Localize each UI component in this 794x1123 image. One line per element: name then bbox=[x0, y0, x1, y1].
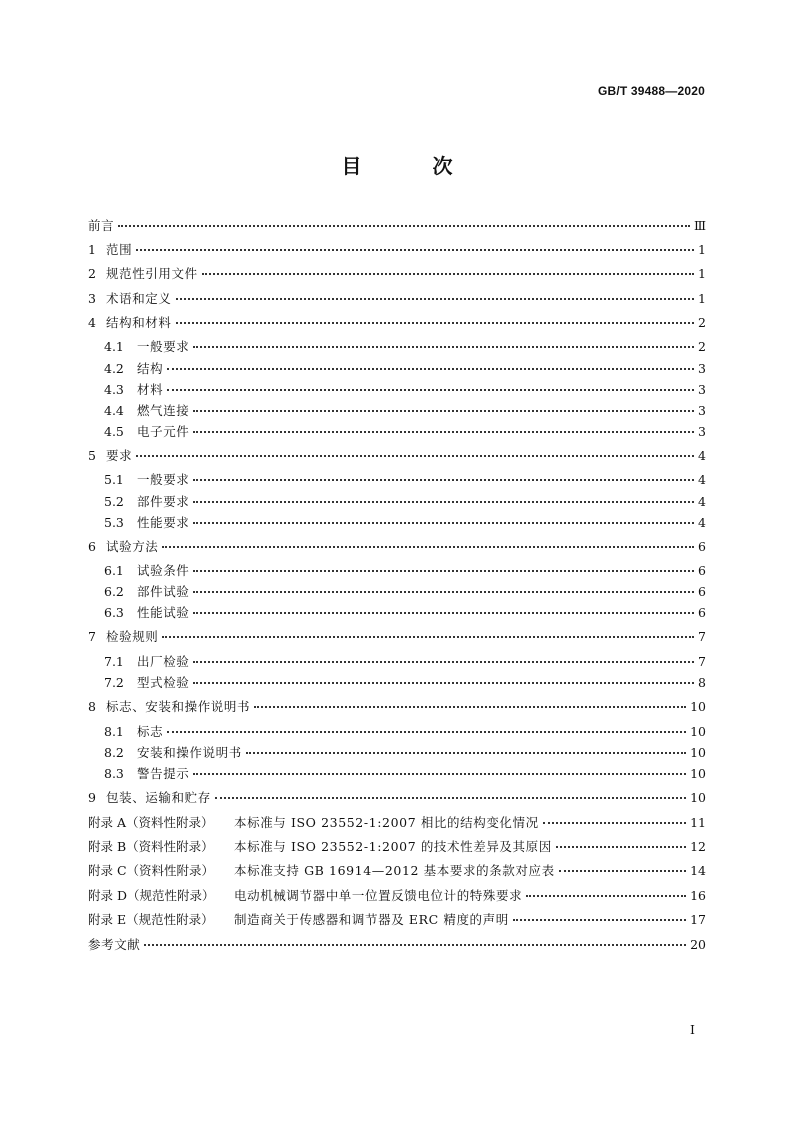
toc-leader-dots bbox=[193, 682, 694, 684]
toc-entry-page: 3 bbox=[698, 424, 706, 439]
toc-entry[interactable] bbox=[88, 861, 706, 881]
toc-entry-label: 一般要求 bbox=[137, 339, 190, 354]
toc-entry-number: 附录 C（资料性附录） bbox=[88, 863, 215, 878]
toc-entry-page: 4 bbox=[698, 515, 706, 530]
toc-entry-number: 5.3 bbox=[104, 515, 124, 530]
toc-entry-number: 3 bbox=[88, 291, 96, 306]
toc-leader-dots bbox=[193, 501, 694, 503]
toc-entry-label: 要求 bbox=[106, 448, 133, 463]
toc-entry-number: 4.4 bbox=[104, 403, 124, 418]
toc-leader-dots bbox=[176, 322, 694, 324]
toc-leader-dots bbox=[167, 731, 686, 733]
toc-leader-dots bbox=[193, 522, 694, 524]
toc-leader-dots bbox=[193, 591, 694, 593]
toc-entry-number: 9 bbox=[88, 790, 96, 805]
toc-leader-dots bbox=[193, 570, 694, 572]
toc-entry[interactable] bbox=[88, 537, 706, 557]
toc-entry-page: 3 bbox=[698, 361, 706, 376]
toc-entry-page: 4 bbox=[698, 472, 706, 487]
toc-entry-number: 5.2 bbox=[104, 494, 124, 509]
toc-entry-label: 包装、运输和贮存 bbox=[106, 790, 211, 805]
toc-entry[interactable] bbox=[88, 359, 706, 379]
toc-entry[interactable] bbox=[88, 289, 706, 309]
toc-entry[interactable] bbox=[88, 561, 706, 581]
toc-leader-dots bbox=[254, 706, 686, 708]
toc-leader-dots bbox=[162, 636, 694, 638]
toc-leader-dots bbox=[118, 225, 690, 227]
toc-entry-number: 4.5 bbox=[104, 424, 124, 439]
toc-entry-label: 标志 bbox=[137, 724, 164, 739]
toc-entry-label: 术语和定义 bbox=[106, 291, 172, 306]
toc-entry-page: 7 bbox=[698, 629, 706, 644]
toc-leader-dots bbox=[193, 612, 694, 614]
standard-number: GB/T 39488—2020 bbox=[597, 84, 705, 98]
toc-entry-page: 6 bbox=[698, 605, 706, 620]
toc-entry-page: 7 bbox=[698, 654, 706, 669]
toc-entry[interactable] bbox=[88, 813, 706, 833]
toc-entry-label: 电动机械调节器中单一位置反馈电位计的特殊要求 bbox=[234, 888, 523, 903]
toc-leader-dots bbox=[144, 944, 686, 946]
toc-entry-number: 7.2 bbox=[104, 675, 124, 690]
toc-entry[interactable] bbox=[88, 652, 706, 672]
toc-entry-label: 本标准支持 GB 16914—2012 基本要求的条款对应表 bbox=[234, 863, 555, 878]
toc-entry-label: 燃气连接 bbox=[137, 403, 190, 418]
toc-entry-label: 规范性引用文件 bbox=[106, 266, 198, 281]
toc-entry-label: 安装和操作说明书 bbox=[137, 745, 242, 760]
toc-entry[interactable] bbox=[88, 627, 706, 647]
toc-leader-dots bbox=[246, 752, 686, 754]
toc-entry-number: 7 bbox=[88, 629, 96, 644]
toc-leader-dots bbox=[193, 479, 694, 481]
toc-entry-number: 附录 B（资料性附录） bbox=[88, 839, 214, 854]
toc-entry-number: 7.1 bbox=[104, 654, 124, 669]
toc-entry-page: 12 bbox=[690, 839, 706, 854]
toc-entry[interactable] bbox=[88, 337, 706, 357]
toc-entry[interactable] bbox=[88, 764, 706, 784]
toc-entry[interactable] bbox=[88, 470, 706, 490]
toc-entry[interactable] bbox=[88, 422, 706, 442]
toc-entry-label: 性能试验 bbox=[137, 605, 190, 620]
toc-entry-number: 8.2 bbox=[104, 745, 124, 760]
toc-entry-page: 4 bbox=[698, 448, 706, 463]
toc-entry[interactable] bbox=[88, 886, 706, 906]
toc-leader-dots bbox=[193, 431, 694, 433]
toc-entry-page: 2 bbox=[698, 339, 706, 354]
toc-entry[interactable] bbox=[88, 673, 706, 693]
toc-entry-label: 前言 bbox=[88, 218, 115, 233]
toc-entry-number: 附录 A（资料性附录） bbox=[88, 815, 214, 830]
toc-leader-dots bbox=[193, 661, 694, 663]
toc-entry-page: 10 bbox=[690, 790, 706, 805]
toc-leader-dots bbox=[556, 846, 686, 848]
toc-entry-label: 参考文献 bbox=[88, 937, 141, 952]
toc-entry[interactable] bbox=[88, 446, 706, 466]
toc-entry-page: 4 bbox=[698, 494, 706, 509]
toc-entry-number: 4.1 bbox=[104, 339, 124, 354]
toc-entry-number: 4.3 bbox=[104, 382, 124, 397]
toc-entry-label: 结构 bbox=[137, 361, 164, 376]
toc-entry-page: 6 bbox=[698, 539, 706, 554]
toc-entry-page: 8 bbox=[698, 675, 706, 690]
toc-entry-label: 部件要求 bbox=[137, 494, 190, 509]
toc-entry-page: 14 bbox=[690, 863, 706, 878]
toc-leader-dots bbox=[193, 410, 694, 412]
toc-entry-label: 型式检验 bbox=[137, 675, 190, 690]
toc-entry-page: 17 bbox=[690, 912, 706, 927]
toc-entry-page: 10 bbox=[690, 745, 706, 760]
toc-entry[interactable] bbox=[88, 697, 706, 717]
toc-entry-page: 1 bbox=[698, 291, 706, 306]
toc-entry[interactable] bbox=[88, 401, 706, 421]
toc-entry-page: Ⅲ bbox=[693, 218, 706, 233]
toc-leader-dots bbox=[162, 546, 694, 548]
toc-entry[interactable] bbox=[88, 492, 706, 512]
toc-entry-label: 材料 bbox=[137, 382, 164, 397]
toc-leader-dots bbox=[559, 870, 686, 872]
toc-entry-number: 6.3 bbox=[104, 605, 124, 620]
toc-entry-label: 制造商关于传感器和调节器及 ERC 精度的声明 bbox=[234, 912, 509, 927]
toc-entry-number: 6.2 bbox=[104, 584, 124, 599]
toc-entry[interactable] bbox=[88, 582, 706, 602]
toc-entry-label: 一般要求 bbox=[137, 472, 190, 487]
toc-entry-label: 试验条件 bbox=[137, 563, 190, 578]
toc-entry-label: 结构和材料 bbox=[106, 315, 172, 330]
toc-entry[interactable] bbox=[88, 910, 706, 930]
toc-entry-page: 1 bbox=[698, 266, 706, 281]
toc-leader-dots bbox=[543, 822, 686, 824]
toc-entry[interactable] bbox=[88, 216, 706, 236]
toc-entry-page: 2 bbox=[698, 315, 706, 330]
toc-entry-page: 10 bbox=[690, 699, 706, 714]
toc-entry[interactable] bbox=[88, 313, 706, 333]
page-title: 目 次 bbox=[341, 154, 485, 178]
toc-entry-page: 3 bbox=[698, 403, 706, 418]
toc-entry[interactable] bbox=[88, 788, 706, 808]
toc-entry-page: 3 bbox=[698, 382, 706, 397]
toc-entry-number: 5.1 bbox=[104, 472, 124, 487]
toc-entry-label: 部件试验 bbox=[137, 584, 190, 599]
toc-entry-number: 6 bbox=[88, 539, 96, 554]
toc-entry[interactable] bbox=[88, 513, 706, 533]
toc-leader-dots bbox=[167, 389, 694, 391]
toc-leader-dots bbox=[167, 368, 694, 370]
toc-entry[interactable] bbox=[88, 380, 706, 400]
toc-entry-page: 1 bbox=[698, 242, 706, 257]
toc-entry-number: 8 bbox=[88, 699, 96, 714]
toc-entry-label: 标志、安装和操作说明书 bbox=[106, 699, 251, 714]
toc-entry-number: 8.1 bbox=[104, 724, 124, 739]
toc-leader-dots bbox=[202, 273, 694, 275]
toc-leader-dots bbox=[136, 455, 694, 457]
toc-entry-label: 范围 bbox=[106, 242, 133, 257]
toc-entry-number: 1 bbox=[88, 242, 96, 257]
toc-entry-number: 4 bbox=[88, 315, 96, 330]
toc-entry-label: 电子元件 bbox=[137, 424, 190, 439]
toc-entry[interactable] bbox=[88, 743, 706, 763]
toc-entry-label: 本标准与 ISO 23552-1:2007 相比的结构变化情况 bbox=[234, 815, 539, 830]
toc-entry-number: 4.2 bbox=[104, 361, 124, 376]
toc-entry-number: 附录 D（规范性附录） bbox=[88, 888, 215, 903]
toc-entry-label: 检验规则 bbox=[106, 629, 159, 644]
toc-entry-number: 8.3 bbox=[104, 766, 124, 781]
toc-entry-number: 附录 E（规范性附录） bbox=[88, 912, 214, 927]
toc-entry-page: 20 bbox=[690, 937, 706, 952]
toc-entry[interactable] bbox=[88, 240, 706, 260]
toc-entry-number: 6.1 bbox=[104, 563, 124, 578]
toc-entry[interactable] bbox=[88, 603, 706, 623]
toc-entry-page: 10 bbox=[690, 766, 706, 781]
toc-entry-label: 出厂检验 bbox=[137, 654, 190, 669]
toc-leader-dots bbox=[513, 919, 686, 921]
toc-entry-label: 本标准与 ISO 23552-1:2007 的技术性差异及其原因 bbox=[234, 839, 552, 854]
toc-entry-number: 5 bbox=[88, 448, 96, 463]
toc-leader-dots bbox=[215, 797, 686, 799]
toc-leader-dots bbox=[526, 895, 686, 897]
toc-entry[interactable] bbox=[88, 722, 706, 742]
toc-entry-page: 11 bbox=[690, 815, 706, 830]
toc-entry-page: 16 bbox=[690, 888, 706, 903]
toc-leader-dots bbox=[193, 773, 686, 775]
toc-entry-label: 试验方法 bbox=[106, 539, 159, 554]
page-number: I bbox=[690, 1022, 695, 1037]
toc-entry[interactable] bbox=[88, 935, 706, 955]
toc-entry-page: 6 bbox=[698, 584, 706, 599]
toc-entry-label: 警告提示 bbox=[137, 766, 190, 781]
toc-entry-page: 10 bbox=[690, 724, 706, 739]
toc-leader-dots bbox=[136, 249, 694, 251]
toc-leader-dots bbox=[193, 346, 694, 348]
toc-leader-dots bbox=[176, 298, 694, 300]
toc-entry[interactable] bbox=[88, 264, 706, 284]
toc-entry-page: 6 bbox=[698, 563, 706, 578]
toc-entry-number: 2 bbox=[88, 266, 96, 281]
toc-entry-label: 性能要求 bbox=[137, 515, 190, 530]
toc-entry[interactable] bbox=[88, 837, 706, 857]
